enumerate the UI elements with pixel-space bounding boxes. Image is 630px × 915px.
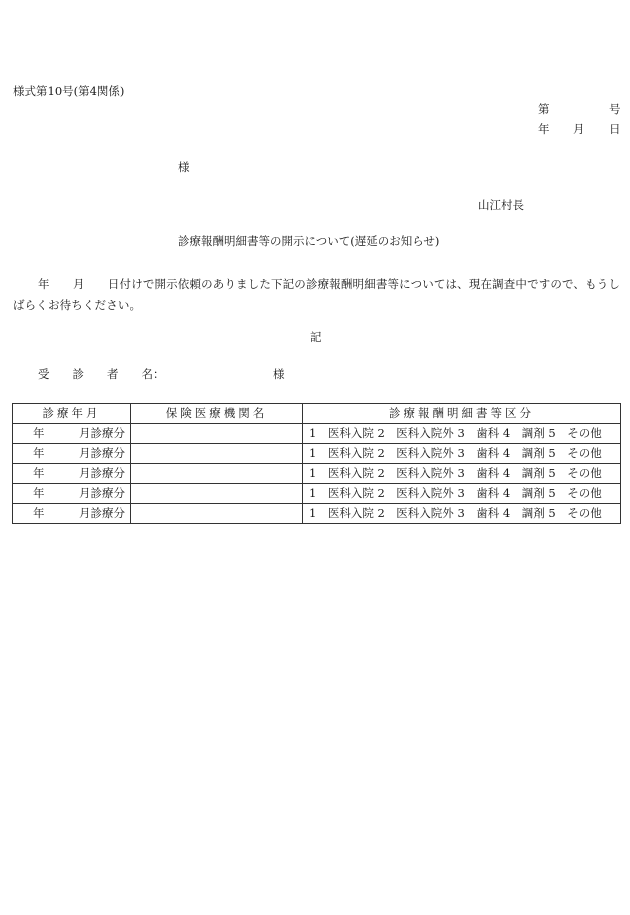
treatment-month-label: 月診療分 bbox=[79, 446, 125, 460]
treatment-month-cell bbox=[13, 504, 131, 524]
table-row bbox=[13, 424, 621, 444]
form-number: 様式第10号(第4関係) bbox=[13, 84, 125, 98]
statement-category-cell: 1 医科入院 2 医科入院外 3 歯科 4 調剤 5 その他 bbox=[303, 484, 621, 504]
sender-name: 山江村長 bbox=[478, 198, 524, 212]
treatment-month-cell bbox=[13, 424, 131, 444]
treatment-year-label: 年 bbox=[33, 426, 45, 440]
disclosure-table bbox=[12, 403, 621, 524]
header-treatment-month: 診療年月 bbox=[13, 404, 131, 424]
institution-cell bbox=[131, 424, 303, 444]
institution-cell bbox=[131, 484, 303, 504]
date-month-label: 月 bbox=[573, 122, 585, 136]
patient-honorific: 様 bbox=[273, 367, 285, 381]
document-title: 診療報酬明細書等の開示について(遅延のお知らせ) bbox=[178, 234, 440, 248]
institution-cell bbox=[131, 464, 303, 484]
treatment-month-label: 月診療分 bbox=[79, 486, 125, 500]
patient-name-label: 受 診 者 名： bbox=[38, 367, 165, 381]
header-statement-category: 診療報酬明細書等区分 bbox=[303, 404, 621, 424]
treatment-year-label: 年 bbox=[33, 466, 45, 480]
statement-category-cell: 1 医科入院 2 医科入院外 3 歯科 4 調剤 5 その他 bbox=[303, 424, 621, 444]
addressee-honorific: 様 bbox=[178, 160, 190, 174]
institution-cell bbox=[131, 504, 303, 524]
treatment-year-label: 年 bbox=[33, 486, 45, 500]
table-header-row bbox=[13, 404, 621, 424]
treatment-year-label: 年 bbox=[33, 446, 45, 460]
treatment-year-label: 年 bbox=[33, 506, 45, 520]
statement-category-cell: 1 医科入院 2 医科入院外 3 歯科 4 調剤 5 その他 bbox=[303, 504, 621, 524]
statement-category-cell: 1 医科入院 2 医科入院外 3 歯科 4 調剤 5 その他 bbox=[303, 464, 621, 484]
table-row bbox=[13, 444, 621, 464]
statement-category-cell: 1 医科入院 2 医科入院外 3 歯科 4 調剤 5 その他 bbox=[303, 444, 621, 464]
ki-heading: 記 bbox=[310, 330, 322, 344]
treatment-month-cell bbox=[13, 464, 131, 484]
table-row bbox=[13, 464, 621, 484]
table-row bbox=[13, 484, 621, 504]
table-row bbox=[13, 504, 621, 524]
date-year-label: 年 bbox=[538, 122, 550, 136]
document-number-prefix: 第 bbox=[538, 102, 550, 116]
institution-cell bbox=[131, 444, 303, 464]
date-day-label: 日 bbox=[609, 122, 621, 136]
treatment-month-cell bbox=[13, 484, 131, 504]
treatment-month-cell bbox=[13, 444, 131, 464]
document-number-suffix: 号 bbox=[609, 102, 621, 116]
body-paragraph: 年 月 日付けで開示依頼のありました下記の診療報酬明細書等については、現在調査中ですので、もうしばらくお待ちください。 bbox=[13, 277, 621, 312]
header-institution: 保険医療機関名 bbox=[131, 404, 303, 424]
treatment-month-label: 月診療分 bbox=[79, 426, 125, 440]
treatment-month-label: 月診療分 bbox=[79, 506, 125, 520]
treatment-month-label: 月診療分 bbox=[79, 466, 125, 480]
